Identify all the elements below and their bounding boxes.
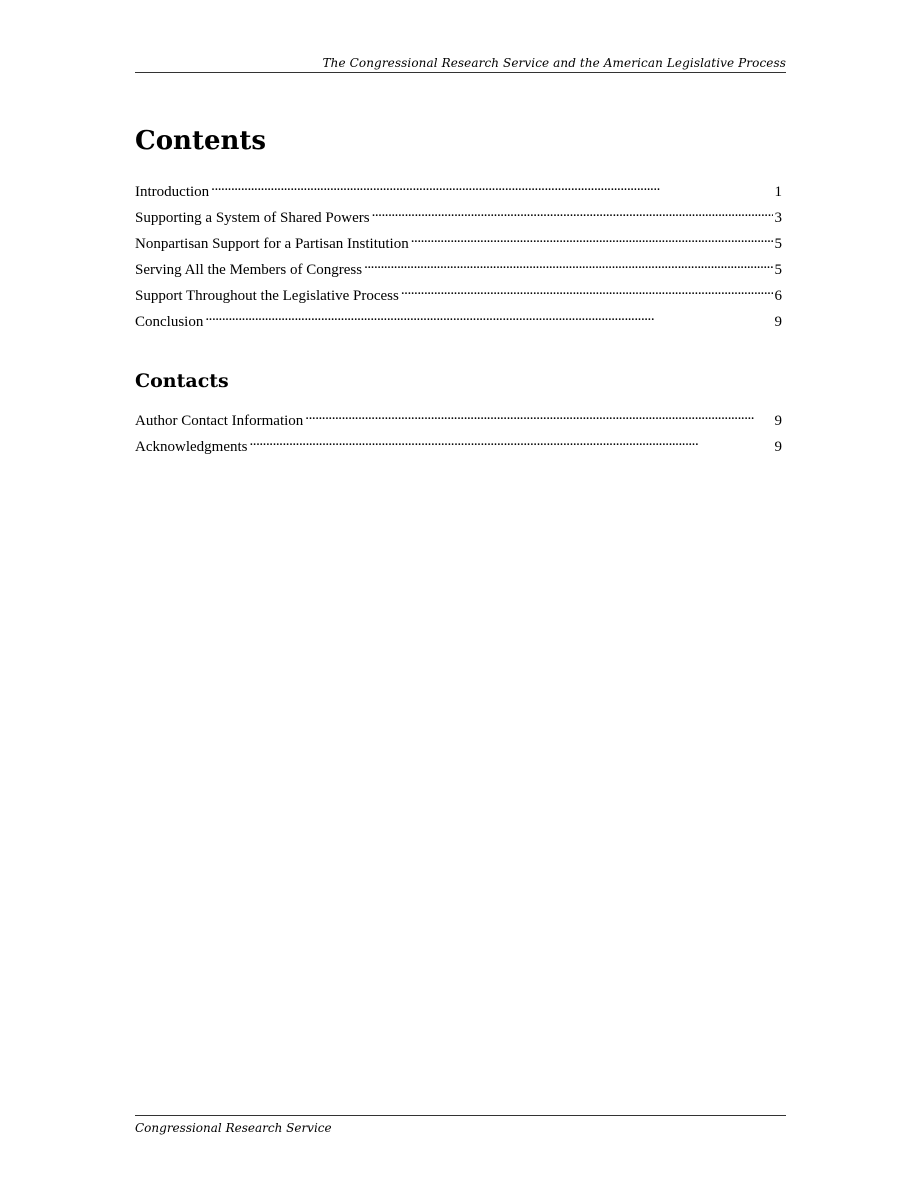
toc-entry-label: Author Contact Information [135,413,304,429]
toc-page-number: 9 [774,314,782,330]
toc-page-number: 9 [774,413,782,429]
dot-leader [364,254,772,274]
toc-page-number: 9 [774,439,782,455]
toc-entry-label: Supporting a System of Shared Powers [135,210,370,226]
toc-entry-label: Serving All the Members of Congress [135,262,363,278]
dot-leader [372,202,773,222]
toc-page-number: 5 [774,236,782,252]
toc-entry-shared-powers[interactable] [135,202,782,228]
contacts-list [135,405,782,457]
toc-entry-label: Acknowledgments [135,439,248,455]
dot-leader [211,176,772,196]
toc-page-number: 1 [774,184,782,200]
running-footer: Congressional Research Service [135,1121,332,1135]
toc-entry-label: Conclusion [135,314,204,330]
dot-leader [411,228,773,248]
toc-entry-label: Nonpartisan Support for a Partisan Institution [135,236,409,252]
toc-entry-author-contact[interactable] [135,405,782,431]
toc-page-number: 6 [774,288,782,304]
toc-entry-conclusion[interactable] [135,306,782,332]
toc-entry-legislative-process[interactable] [135,280,782,306]
dot-leader [401,280,773,300]
dot-leader [249,431,772,451]
contacts-heading: Contacts [135,370,229,392]
toc-entry-acknowledgments[interactable] [135,431,782,457]
toc-entry-label: Introduction [135,184,210,200]
toc-entry-introduction[interactable] [135,176,782,202]
toc-entry-nonpartisan-support[interactable] [135,228,782,254]
contents-list [135,176,782,332]
dot-leader [205,306,772,326]
toc-page-number: 3 [774,210,782,226]
footer-rule [135,1115,786,1116]
toc-page-number: 5 [774,262,782,278]
toc-entry-serving-members[interactable] [135,254,782,280]
running-header: The Congressional Research Service and the American Legislative Process [322,56,786,70]
header-rule [135,72,786,73]
toc-entry-label: Support Throughout the Legislative Process [135,288,399,304]
contents-heading: Contents [135,126,267,156]
dot-leader [305,405,772,425]
